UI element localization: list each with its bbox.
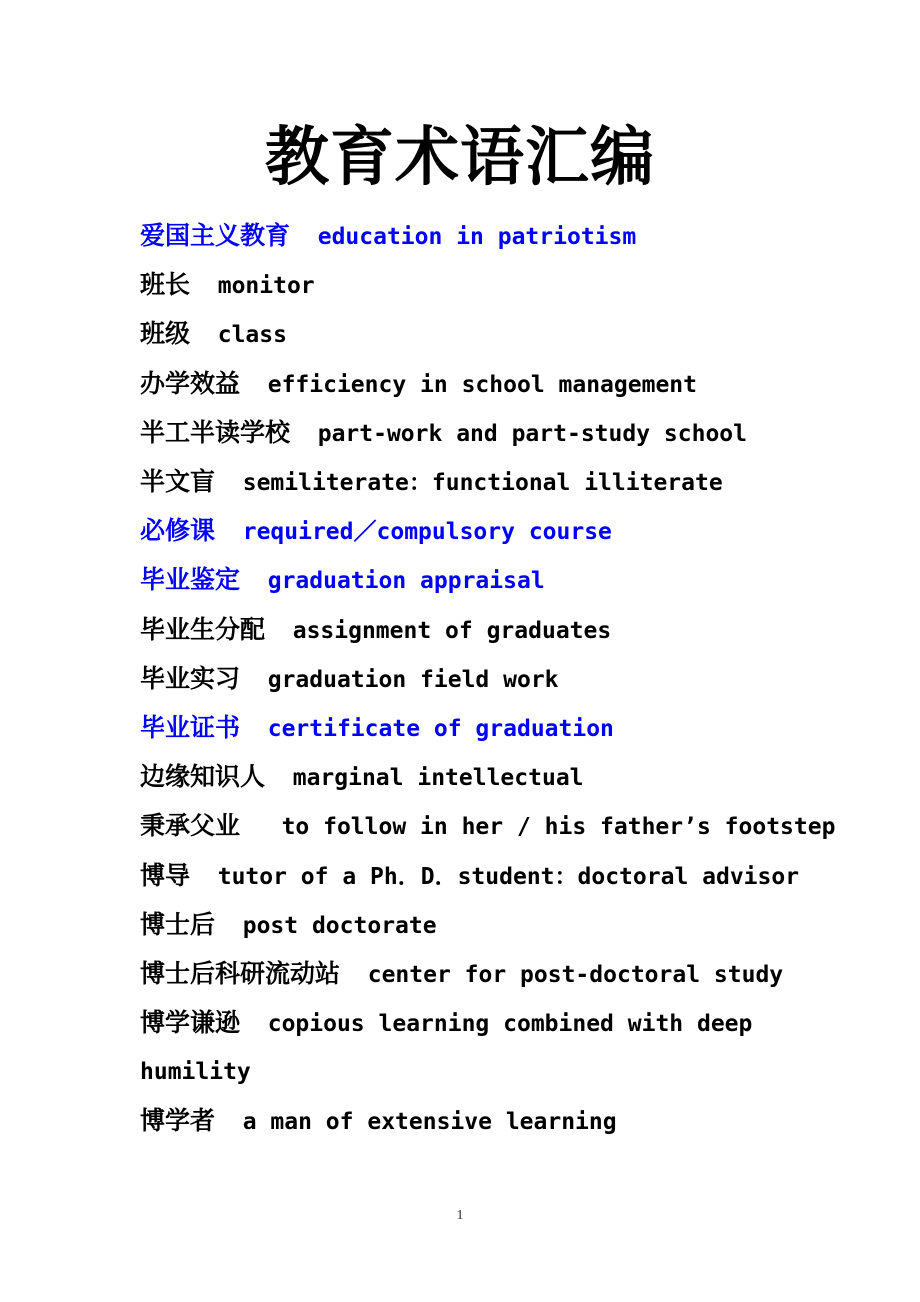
term-chinese: 半工半读学校 bbox=[140, 417, 291, 447]
term-english: tutor of a Ph．D．student：doctoral advisor bbox=[217, 863, 800, 890]
term-chinese: 毕业证书 bbox=[140, 713, 241, 743]
term-chinese: 毕业实习 bbox=[140, 663, 241, 693]
term-chinese: 爱国主义教育 bbox=[140, 221, 291, 250]
term-english: center for post-doctoral study bbox=[367, 962, 784, 989]
term-english: efficiency in school management bbox=[267, 371, 697, 398]
term-entry bbox=[140, 606, 840, 655]
term-chinese: 博学者 bbox=[140, 1105, 216, 1135]
term-english: monitor bbox=[217, 273, 315, 300]
term-chinese: 边缘知识人 bbox=[140, 762, 266, 792]
term-entry bbox=[140, 212, 840, 261]
term-chinese: 必修课 bbox=[140, 516, 216, 546]
term-english: assignment of graduates bbox=[292, 617, 612, 644]
page-number: 1 bbox=[456, 1208, 464, 1223]
term-entry bbox=[140, 852, 840, 901]
term-entry bbox=[140, 261, 840, 310]
term-english: certificate of graduation bbox=[267, 716, 614, 743]
term-entry bbox=[140, 802, 840, 851]
term-english: graduation field work bbox=[267, 666, 559, 693]
term-list bbox=[140, 212, 840, 1146]
term-entry bbox=[140, 704, 840, 753]
term-chinese: 博导 bbox=[140, 860, 191, 890]
term-chinese: 博学谦逊 bbox=[140, 1008, 241, 1038]
term-english: copious learning combined with deep humility bbox=[140, 1011, 767, 1086]
term-chinese: 办学效益 bbox=[140, 368, 241, 398]
term-chinese: 毕业鉴定 bbox=[140, 565, 241, 595]
term-entry bbox=[140, 310, 840, 359]
term-english: education in patriotism bbox=[317, 224, 637, 250]
term-entry bbox=[140, 655, 840, 704]
term-english: semiliterate：functional illiterate bbox=[242, 470, 723, 497]
term-entry bbox=[140, 409, 840, 458]
term-english: to follow in her / his father’s footstep bbox=[281, 814, 836, 841]
term-chinese: 博士后科研流动站 bbox=[140, 959, 341, 989]
term-entry bbox=[140, 950, 840, 999]
term-english: required／compulsory course bbox=[242, 519, 612, 546]
term-english: graduation appraisal bbox=[267, 568, 545, 595]
term-english: post doctorate bbox=[242, 912, 437, 939]
term-chinese: 班长 bbox=[140, 270, 191, 300]
term-english: a man of extensive learning bbox=[242, 1108, 617, 1135]
term-entry bbox=[140, 360, 840, 409]
term-entry bbox=[140, 999, 840, 1096]
term-entry bbox=[140, 507, 840, 556]
term-english: marginal intellectual bbox=[292, 765, 584, 792]
term-entry bbox=[140, 901, 840, 950]
term-chinese: 班级 bbox=[140, 319, 191, 349]
term-chinese: 博士后 bbox=[140, 909, 216, 939]
term-english: part-work and part-study school bbox=[317, 420, 747, 447]
term-chinese: 半文盲 bbox=[140, 467, 216, 497]
term-entry bbox=[140, 556, 840, 605]
document-title: 教育术语汇编 bbox=[265, 121, 655, 195]
term-chinese: 秉承父业 bbox=[140, 811, 241, 841]
term-entry bbox=[140, 753, 840, 802]
term-entry bbox=[140, 458, 840, 507]
term-english: class bbox=[217, 322, 287, 349]
term-chinese: 毕业生分配 bbox=[140, 614, 266, 644]
term-entry bbox=[140, 1097, 840, 1146]
